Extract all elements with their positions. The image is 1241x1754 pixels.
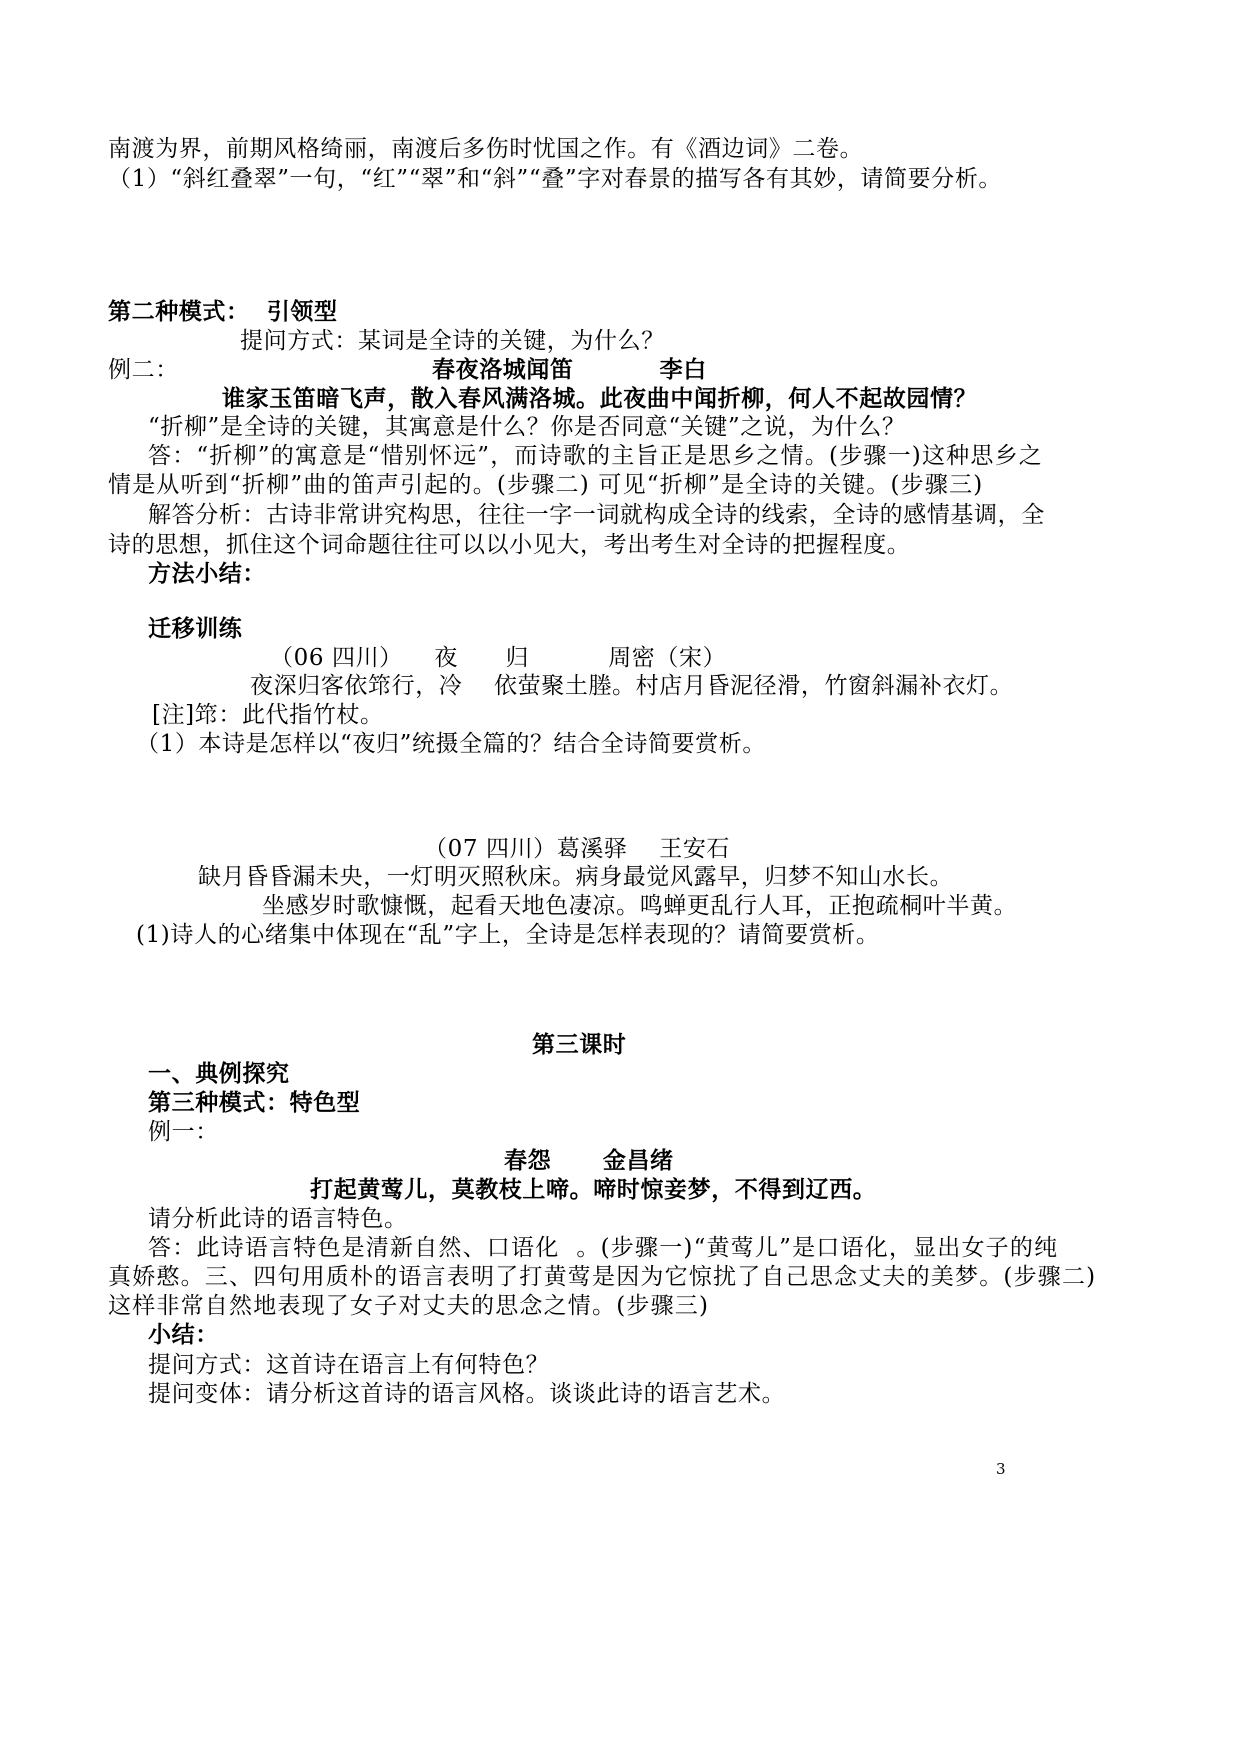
ex2-analysis: 诗的思想，抓住这个词命题往往可以以小见大，考出考生对全诗的把握程度。 xyxy=(108,532,911,558)
t2-poem-line: 缺月昏昏漏未央，一灯明灭照秋床。病身最觉风露早，归梦不知山水长。 xyxy=(198,864,954,890)
t2-title: （07 四川）葛溪驿 王安石 xyxy=(424,836,731,862)
t1-poem: 夜深归客依筇行，冷 依萤聚土塍。村店月昏泥径滑，竹窗斜漏补衣灯。 xyxy=(250,673,1014,699)
ex1-poem-title: 春怨 金昌绪 xyxy=(504,1147,674,1174)
ex2-question: “折柳”是全诗的关键，其寓意是什么？你是否同意“关键”之说，为什么？ xyxy=(148,414,906,440)
ex1-answer: 答：此诗语言特色是清新自然、口语化 。(步骤一)“黄莺儿”是口语化，显出女子的纯 xyxy=(148,1235,1059,1261)
ex1-poem: 打起黄莺儿，莫教枝上啼。啼时惊妾梦，不得到辽西。 xyxy=(310,1176,877,1203)
summary-ask: 提问方式：这首诗在语言上有何特色？ xyxy=(148,1352,550,1378)
ex2-answer: 答：“折柳”的寓意是“惜别怀远”，而诗歌的主旨正是思乡之情。(步骤一)这种思乡之 xyxy=(148,443,1043,469)
ex2-label: 例二： xyxy=(108,357,179,383)
lesson3-title: 第三课时 xyxy=(532,1031,627,1058)
ex2-analysis: 解答分析：古诗非常讲究构思，往往一字一词就构成全诗的线索，全诗的感情基调，全 xyxy=(148,502,1045,528)
t1-note: [注]筇：此代指竹杖。 xyxy=(152,702,384,728)
ex1-question: 请分析此诗的语言特色。 xyxy=(148,1206,408,1232)
intro-line: 南渡为界，前期风格绮丽，南渡后多伤时忧国之作。有《酒边词》二卷。 xyxy=(108,136,864,162)
page-number: 3 xyxy=(996,1460,1006,1478)
ex1-label: 例一： xyxy=(148,1119,219,1145)
mode3-title: 第三种模式：特色型 xyxy=(148,1089,361,1116)
ex2-answer: 情是从听到“折柳”曲的笛声引起的。(步骤二) 可见“折柳”是全诗的关键。(步骤三) xyxy=(108,472,984,498)
summary-variant: 提问变体：请分析这首诗的语言风格。谈谈此诗的语言艺术。 xyxy=(148,1381,786,1407)
ex2-poem: 谁家玉笛暗飞声，散入春风满洛城。此夜曲中闻折柳，何人不起故园情？ xyxy=(222,385,978,412)
intro-question: （1）“斜红叠翠”一句，“红”“翠”和“斜”“叠”字对春景的描写各有其妙，请简要分析。 xyxy=(108,166,1003,192)
mode2-title: 第二种模式： 引领型 xyxy=(108,298,338,325)
summary-heading: 小结： xyxy=(148,1321,219,1348)
ex1-answer: 真娇憨。三、四句用质朴的语言表明了打黄莺是因为它惊扰了自己思念丈夫的美梦。(步骤二) xyxy=(108,1264,1097,1290)
ex2-poem-title: 春夜洛城闻笛 李白 xyxy=(432,356,707,383)
mode2-ask: 提问方式：某词是全诗的关键，为什么？ xyxy=(240,328,665,354)
t2-poem-line: 坐感岁时歌慷慨，起看天地色凄凉。鸣蝉更乱行人耳，正抱疏桐叶半黄。 xyxy=(262,893,1018,919)
method-summary-heading: 方法小结： xyxy=(148,560,266,587)
section1-heading: 一、典例探究 xyxy=(148,1060,290,1087)
transfer-training-heading: 迁移训练 xyxy=(148,615,243,642)
t1-title: （06 四川） 夜 归 周密（宋） xyxy=(270,645,727,671)
t2-question: (1)诗人的心绪集中体现在“乱”字上，全诗是怎样表现的？请简要赏析。 xyxy=(136,922,880,948)
ex1-answer: 这样非常自然地表现了女子对丈夫的思念之情。(步骤三) xyxy=(108,1293,710,1319)
t1-question: （1）本诗是怎样以“夜归”统摄全篇的？结合全诗简要赏析。 xyxy=(136,731,766,757)
